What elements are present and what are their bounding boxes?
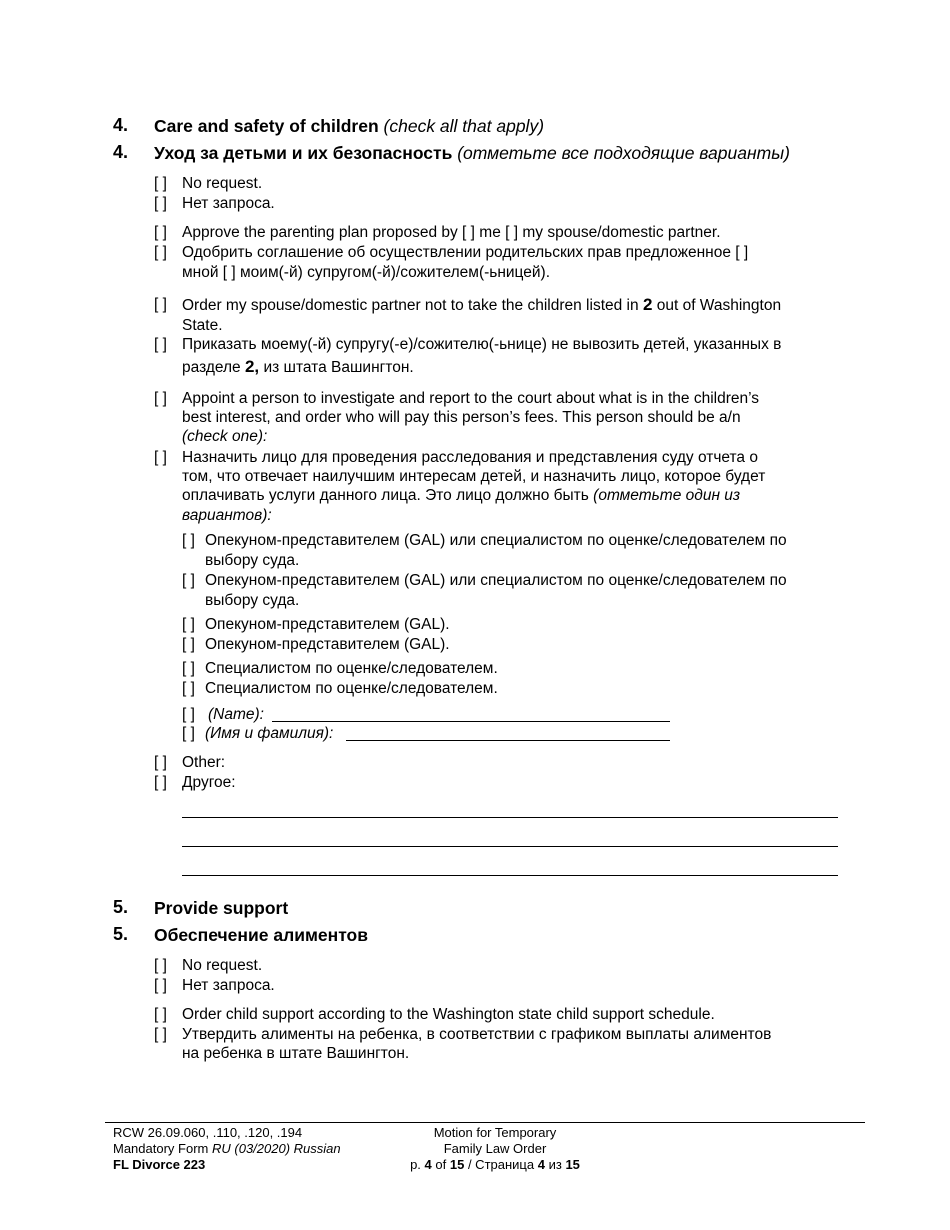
name-ru-input-line[interactable] (346, 740, 670, 741)
sub-name-ru-label: (Имя и фамилия): (205, 725, 334, 742)
footer-page-sep: / Страница (467, 1157, 535, 1172)
footer-form-b: RU (03/2020) Russian (212, 1141, 341, 1156)
appoint-ru-text-b: (отметьте один из (593, 487, 741, 504)
s5-order-en-checkbox[interactable]: [ ] (154, 1006, 167, 1023)
sub-name-ru-checkbox[interactable]: [ ] (182, 725, 195, 742)
section-5-number: 5. (113, 897, 129, 917)
sub-gal-2: Опекуном-представителем (GAL). (205, 636, 450, 653)
order-en-section-ref: 2 (642, 295, 653, 314)
appoint-en-label-2: best interest, and order who will pay this person’s fees. This person should be a/n (182, 409, 741, 426)
footer-page-total-ru: 15 (565, 1157, 580, 1172)
sub-gal-ru-checkbox[interactable]: [ ] (182, 636, 195, 653)
section-4-title-en (154, 116, 544, 137)
order-ru-label-1: Приказать моему(-й) супругу(-е)/сожителю(-ьнице) не вывозить детей, указанных в (182, 336, 782, 353)
sub-gal-choice-2a: Опекуном-представителем (GAL) или специалистом по оценке/следователем по (205, 572, 787, 589)
footer-left (113, 1125, 341, 1173)
section-4-number: 4. (113, 115, 129, 135)
approve-en-label: Approve the parenting plan proposed by [ ] me [ ] my spouse/domestic partner. (182, 224, 721, 241)
approve-ru-label-2: мной [ ] моим(-й) супругом(-й)/сожителем(-ьницей). (182, 264, 551, 281)
section-4-title-ru (154, 143, 790, 164)
order-en-checkbox[interactable]: [ ] (154, 296, 167, 313)
footer-title-1: Motion for Temporary (433, 1125, 557, 1140)
sub-gal-choice-2b: выбору суда. (205, 592, 300, 609)
s5-no-request-ru-checkbox[interactable]: [ ] (154, 977, 167, 994)
order-ru-text-b: из штата Вашингтон. (263, 359, 414, 376)
s5-no-request-en-label: No request. (182, 957, 263, 974)
s5-order-ru-checkbox[interactable]: [ ] (154, 1026, 167, 1043)
appoint-en-checkbox[interactable]: [ ] (154, 390, 167, 407)
appoint-ru-text-a: оплачивать услуги данного лица. Это лицо должно быть (182, 487, 589, 504)
order-en-text-b: out of Washington (656, 297, 782, 314)
appoint-ru-label-2: том, что отвечает наилучшим интересам детей, и назначить лицо, которое будет (182, 468, 766, 485)
other-ru-checkbox[interactable]: [ ] (154, 774, 167, 791)
section-4-note-ru: (отметьте все подходящие варианты) (457, 143, 790, 163)
section-5-number-ru: 5. (113, 924, 129, 944)
footer-form-a: Mandatory Form (113, 1141, 209, 1156)
order-ru-label-2 (182, 357, 414, 378)
footer-page-num: 4 (424, 1157, 432, 1172)
sub-gal-en-checkbox[interactable]: [ ] (182, 616, 195, 633)
section-5-title-ru-text: Обеспечение алиментов (154, 925, 368, 945)
appoint-en-label-3: (check one): (182, 428, 268, 445)
section-4-number-ru: 4. (113, 142, 129, 162)
footer-title-2: Family Law Order (443, 1141, 547, 1156)
appoint-ru-label-3 (182, 486, 740, 506)
sub-eval-en-checkbox[interactable]: [ ] (182, 660, 195, 677)
approve-en-checkbox[interactable]: [ ] (154, 224, 167, 241)
sub-gal-choice-en-checkbox[interactable]: [ ] (182, 532, 195, 549)
footer-divider (105, 1122, 865, 1123)
section-4-title-ru-text: Уход за детьми и их безопасность (154, 143, 453, 163)
other-en-label: Other: (182, 754, 226, 771)
s5-no-request-ru-label: Нет запроса. (182, 977, 275, 994)
name-en-input-line[interactable] (272, 721, 670, 722)
sub-gal-choice-1a: Опекуном-представителем (GAL) или специалистом по оценке/следователем по (205, 532, 787, 549)
footer-page-of: of (435, 1157, 447, 1172)
section-5-title-en-text: Provide support (154, 898, 289, 918)
footer-page-of-ru: из (548, 1157, 562, 1172)
order-en-label-1 (182, 295, 781, 316)
no-request-en-label: No request. (182, 175, 263, 192)
footer-rcw: RCW 26.09.060, .110, .120, .194 (113, 1125, 303, 1140)
s5-order-ru-label-1: Утвердить алименты на ребенка, в соответствии с графиком выплаты алиментов (182, 1026, 772, 1043)
section-5-title-en (154, 898, 288, 919)
order-ru-text-a: разделе (182, 359, 241, 376)
order-ru-section-ref: 2, (244, 357, 260, 376)
approve-ru-checkbox[interactable]: [ ] (154, 244, 167, 261)
footer-page-total: 15 (449, 1157, 465, 1172)
footer-form (113, 1141, 341, 1157)
sub-name-en-checkbox[interactable]: [ ] (182, 706, 195, 723)
other-input-line-3[interactable] (182, 875, 838, 876)
other-en-checkbox[interactable]: [ ] (154, 754, 167, 771)
approve-ru-label-1: Одобрить соглашение об осуществлении родительских прав предложенное [ ] (182, 244, 749, 261)
footer-page-num-ru: 4 (537, 1157, 545, 1172)
sub-gal-1: Опекуном-представителем (GAL). (205, 616, 450, 633)
other-input-line-2[interactable] (182, 846, 838, 847)
appoint-ru-label-4: вариантов): (182, 507, 272, 524)
sub-eval-2: Специалистом по оценке/следователем. (205, 680, 498, 697)
sub-gal-choice-1b: выбору суда. (205, 552, 300, 569)
sub-gal-choice-ru-checkbox[interactable]: [ ] (182, 572, 195, 589)
sub-eval-ru-checkbox[interactable]: [ ] (182, 680, 195, 697)
s5-order-en-label: Order child support according to the Washington state child support schedule. (182, 1006, 715, 1023)
s5-no-request-en-checkbox[interactable]: [ ] (154, 957, 167, 974)
appoint-en-label-1: Appoint a person to investigate and report to the court about what is in the children’s (182, 390, 760, 407)
no-request-ru-checkbox[interactable]: [ ] (154, 195, 167, 212)
appoint-ru-label-1: Назначить лицо для проведения расследования и представления суду отчета о (182, 449, 758, 466)
section-4-title-en-text: Care and safety of children (154, 116, 379, 136)
order-en-label-2: State. (182, 317, 223, 334)
section-5-title-ru (154, 925, 368, 946)
other-input-line-1[interactable] (182, 817, 838, 818)
order-ru-checkbox[interactable]: [ ] (154, 336, 167, 353)
section-4-note-en: (check all that apply) (383, 116, 545, 136)
footer-center (380, 1125, 610, 1173)
s5-order-ru-label-2: на ребенка в штате Вашингтон. (182, 1045, 410, 1062)
no-request-en-checkbox[interactable]: [ ] (154, 175, 167, 192)
footer-page (380, 1157, 610, 1173)
sub-name-en-label: (Name): (208, 706, 264, 723)
no-request-ru-label: Нет запроса. (182, 195, 275, 212)
sub-eval-1: Специалистом по оценке/следователем. (205, 660, 498, 677)
footer-page-prefix: p. (410, 1157, 421, 1172)
appoint-ru-checkbox[interactable]: [ ] (154, 449, 167, 466)
order-en-text-a: Order my spouse/domestic partner not to take the children listed in (182, 297, 639, 314)
footer-form-id: FL Divorce 223 (113, 1157, 206, 1172)
other-ru-label: Другое: (182, 774, 236, 791)
